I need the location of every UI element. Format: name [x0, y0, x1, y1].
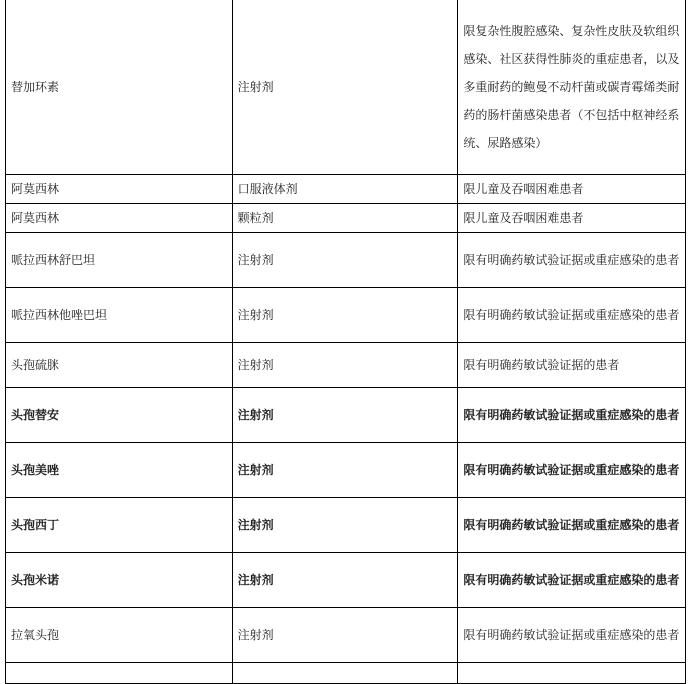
drug-name-cell: 哌拉西林舒巴坦 — [6, 233, 233, 288]
table-row — [6, 204, 686, 233]
dosage-form-cell: 颗粒剂 — [232, 204, 458, 233]
table-row — [6, 443, 686, 498]
drug-name-cell: 拉氧头孢 — [6, 608, 233, 663]
restriction-note-cell: 限复杂性腹腔感染、复杂性皮肤及软组织感染、社区获得性肺炎的重症患者，以及多重耐药的鲍曼不动杆菌或碳青霉烯类耐药的肠杆菌感染患者（不包括中枢神经系统、尿路感染） — [458, 0, 686, 175]
empty-cell — [458, 663, 686, 684]
table-row — [6, 388, 686, 443]
restriction-note-cell: 限有明确药敏试验证据或重症感染的患者 — [458, 388, 686, 443]
restriction-note-cell: 限有明确药敏试验证据或重症感染的患者 — [458, 443, 686, 498]
restriction-note-cell: 限有明确药敏试验证据或重症感染的患者 — [458, 288, 686, 343]
dosage-form-cell: 注射剂 — [232, 608, 458, 663]
dosage-form-cell: 注射剂 — [232, 388, 458, 443]
restriction-note-cell: 限有明确药敏试验证据的患者 — [458, 343, 686, 388]
drug-name-cell: 头孢美唑 — [6, 443, 233, 498]
empty-cell — [6, 663, 233, 684]
table-row — [6, 233, 686, 288]
table-row-partial — [6, 663, 686, 684]
drug-name-cell: 替加环素 — [6, 0, 233, 175]
empty-cell — [232, 663, 458, 684]
table-row — [6, 0, 686, 175]
table-row — [6, 608, 686, 663]
dosage-form-cell: 注射剂 — [232, 343, 458, 388]
drug-name-cell: 头孢米诺 — [6, 553, 233, 608]
dosage-form-cell: 注射剂 — [232, 233, 458, 288]
drug-restriction-table-container — [5, 0, 686, 684]
drug-name-cell: 头孢替安 — [6, 388, 233, 443]
dosage-form-cell: 注射剂 — [232, 498, 458, 553]
table-row — [6, 288, 686, 343]
drug-restriction-table — [5, 0, 686, 684]
table-row — [6, 553, 686, 608]
drug-name-cell: 阿莫西林 — [6, 175, 233, 204]
restriction-note-cell: 限有明确药敏试验证据或重症感染的患者 — [458, 608, 686, 663]
restriction-note-cell: 限有明确药敏试验证据或重症感染的患者 — [458, 233, 686, 288]
restriction-note-cell: 限儿童及吞咽困难患者 — [458, 204, 686, 233]
drug-name-cell: 哌拉西林他唑巴坦 — [6, 288, 233, 343]
dosage-form-cell: 注射剂 — [232, 0, 458, 175]
drug-name-cell: 阿莫西林 — [6, 204, 233, 233]
dosage-form-cell: 注射剂 — [232, 288, 458, 343]
dosage-form-cell: 口服液体剂 — [232, 175, 458, 204]
table-row — [6, 175, 686, 204]
dosage-form-cell: 注射剂 — [232, 443, 458, 498]
dosage-form-cell: 注射剂 — [232, 553, 458, 608]
drug-name-cell: 头孢西丁 — [6, 498, 233, 553]
table-row — [6, 343, 686, 388]
restriction-note-cell: 限有明确药敏试验证据或重症感染的患者 — [458, 553, 686, 608]
drug-name-cell: 头孢硫脒 — [6, 343, 233, 388]
table-row — [6, 498, 686, 553]
restriction-note-cell: 限儿童及吞咽困难患者 — [458, 175, 686, 204]
restriction-note-cell: 限有明确药敏试验证据或重症感染的患者 — [458, 498, 686, 553]
